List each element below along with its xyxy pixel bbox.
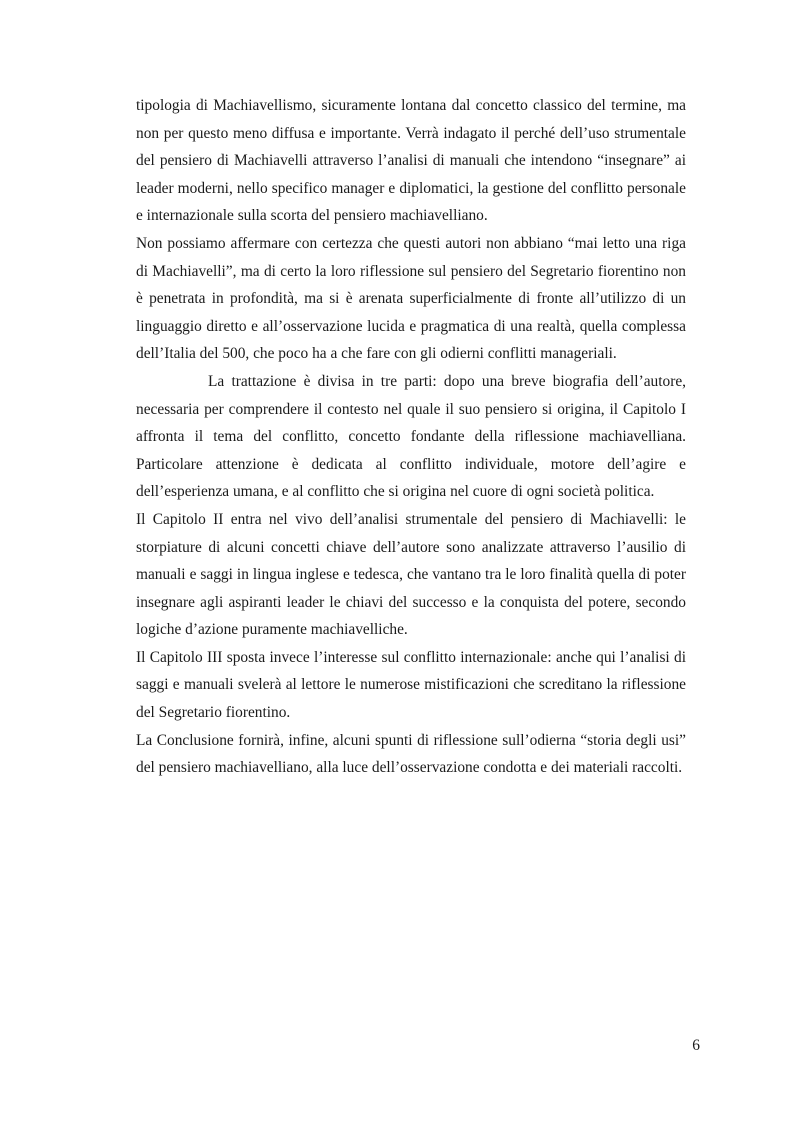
page-number: 6 <box>692 1037 700 1054</box>
paragraph-4: Il Capitolo II entra nel vivo dell’analisi strumentale del pensiero di Machiavelli: le storpiature di alcuni concetti chiave dell’autore sono analizzate attraverso l’ausilio di manuali e saggi in lingua inglese e tedesca, che vantano tra le loro finalità quella di poter insegnare agli aspiranti leader le chiavi del successo e la conquista del potere, secondo logiche d’azione puramente machiavelliche. <box>136 510 686 639</box>
paragraph-2: Non possiamo affermare con certezza che questi autori non abbiano “mai letto una riga di Machiavelli”, ma di certo la loro riflessione sul pensiero del Segretario fiorentino non è penetrata in profondità, ma si è arenata superficialmente di fronte all’utilizzo di un linguaggio diretto e all’osservazione lucida e pragmatica di una realtà, quella complessa dell’Italia del 500, che poco ha a che fare con gli odierni conflitti manageriali. <box>136 234 686 363</box>
paragraph-5: Il Capitolo III sposta invece l’interesse sul conflitto internazionale: anche qui l’analisi di saggi e manuali svelerà al lettore le numerose mistificazioni che screditano la riflessione del Segretario fiorentino. <box>136 648 686 722</box>
body-text <box>136 92 686 782</box>
paragraph-6: La Conclusione fornirà, infine, alcuni spunti di riflessione sull’odierna “storia degli usi” del pensiero machiavelliano, alla luce dell’osservazione condotta e dei materiali raccolti. <box>136 731 686 777</box>
paragraph-1: tipologia di Machiavellismo, sicuramente lontana dal concetto classico del termine, ma non per questo meno diffusa e importante. Verrà indagato il perché dell’uso strumentale del pensiero di Machiavelli attraverso l’analisi di manuali che intendono “insegnare” ai leader moderni, nello specifico manager e diplomatici, la gestione del conflitto personale e internazionale sulla scorta del pensiero machiavelliano. <box>136 97 686 225</box>
paragraph-3: La trattazione è divisa in tre parti: dopo una breve biografia dell’autore, necessaria per comprendere il contesto nel quale il suo pensiero si origina, il Capitolo I affronta il tema del conflitto, concetto fondante della riflessione machiavelliana. Particolare attenzione è dedicata al conflitto individuale, motore dell’agire e dell’esperienza umana, e al conflitto che si origina nel cuore di ogni società politica. <box>136 372 686 501</box>
